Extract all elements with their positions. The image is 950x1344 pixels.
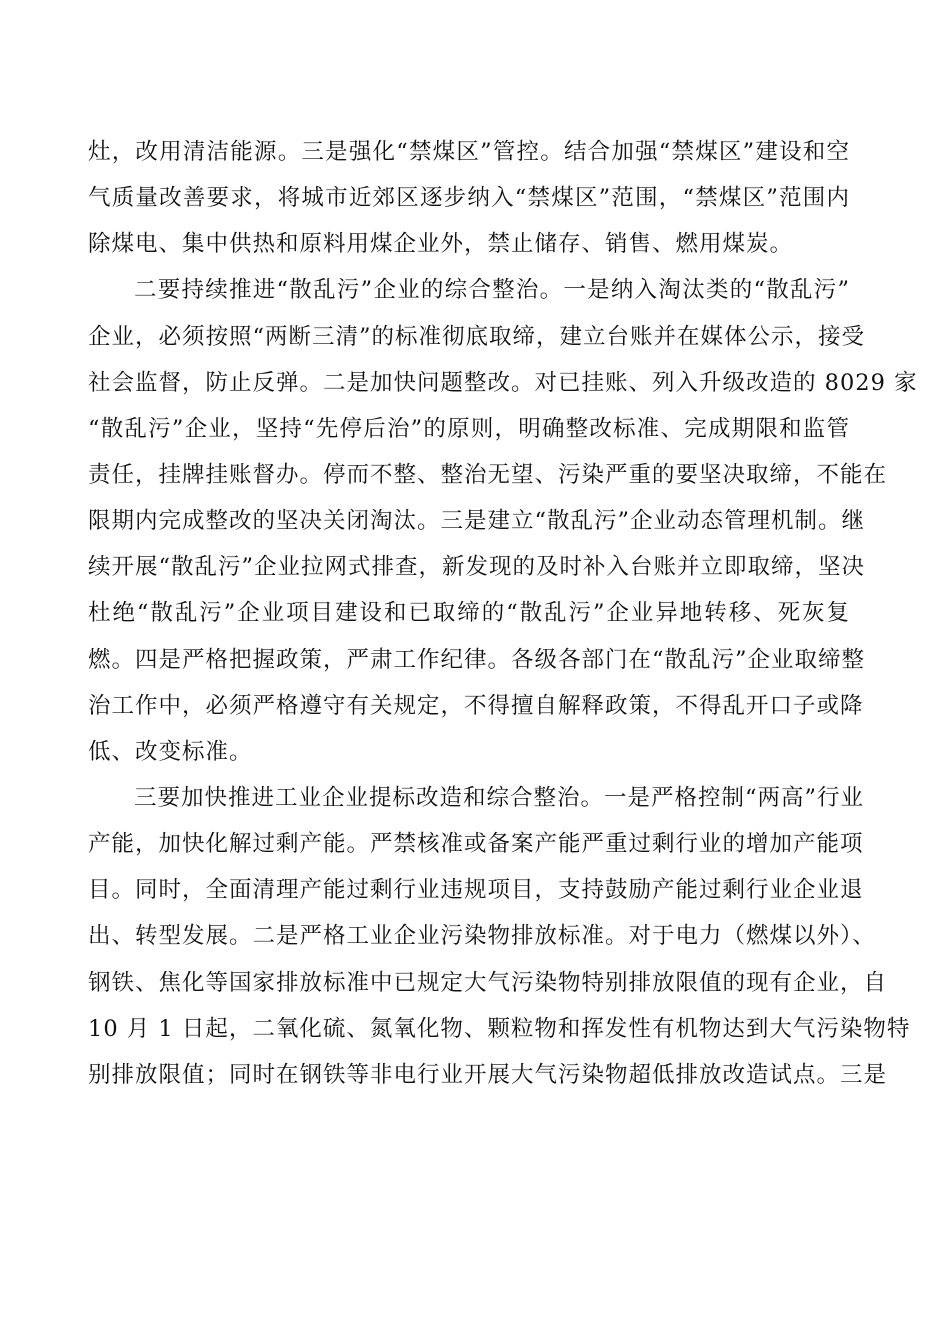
text-line: 出、转型发展。二是严格工业企业污染物排放标准。对于电力（燃煤以外）、 <box>88 923 876 950</box>
text-line: 钢铁、焦化等国家排放标准中已规定大气污染物特别排放限值的现有企业，自 <box>88 969 888 996</box>
text-line: 灶，改用清洁能源。三是强化“禁煤区”管控。结合加强“禁煤区”建设和空 <box>88 139 850 165</box>
text-line: 低、改变标准。 <box>88 738 253 765</box>
text-line: 10 月 1 日起，二氧化硫、氮氧化物、颗粒物和挥发性有机物达到大气污染物特 <box>88 1015 911 1042</box>
text-line: 限期内完成整改的坚决关闭淘汰。三是建立“散乱污”企业动态管理机制。继 <box>88 508 866 535</box>
paragraph-industrial-upgrade <box>88 775 911 1098</box>
text-line: 责任，挂牌挂账督办。停而不整、整治无望、污染严重的要坚决取缔，不能在 <box>88 461 888 488</box>
text-line: 杜绝“散乱污”企业项目建设和已取缔的“散乱污”企业异地转移、死灰复 <box>88 600 850 627</box>
text-line: 社会监督，防止反弹。二是加快问题整改。对已挂账、列入升级改造的 8029 家 <box>88 369 918 396</box>
text-line: 二要持续推进“散乱污”企业的综合整治。一是纳入淘汰类的“散乱污” <box>134 277 850 304</box>
text-line: 企业，必须按照“两断三清”的标准彻底取缔，建立台账并在媒体公示，接受 <box>88 323 866 350</box>
text-line: 三要加快推进工业企业提标改造和综合整治。一是严格控制“两高”行业 <box>134 784 865 811</box>
text-line: 除煤电、集中供热和原料用煤企业外，禁止储存、销售、燃用煤炭。 <box>88 231 794 258</box>
text-line: 别排放限值；同时在钢铁等非电行业开展大气污染物超低排放改造试点。三是 <box>88 1061 888 1088</box>
text-line: 产能，加快化解过剩产能。严禁核准或备案产能严重过剩行业的增加产能项 <box>88 831 864 858</box>
text-line: 目。同时，全面清理产能过剩行业违规项目，支持鼓励产能过剩行业企业退 <box>88 877 864 904</box>
document-body <box>88 129 918 1098</box>
paragraph-sanluanwu-rectification <box>88 267 918 775</box>
text-line: 燃。四是严格把握政策，严肃工作纪律。各级各部门在“散乱污”企业取缔整 <box>88 646 866 673</box>
text-line: “散乱污”企业，坚持“先停后治”的原则，明确整改标准、完成期限和监管 <box>88 415 850 442</box>
text-line: 续开展“散乱污”企业拉网式排查，新发现的及时补入台账并立即取缔，坚决 <box>88 554 866 581</box>
paragraph-coal-ban <box>88 129 850 267</box>
text-line: 治工作中，必须严格遵守有关规定，不得擅自解释政策，不得乱开口子或降 <box>88 692 864 719</box>
text-line: 气质量改善要求，将城市近郊区逐步纳入“禁煤区”范围，“禁煤区”范围内 <box>88 185 850 212</box>
